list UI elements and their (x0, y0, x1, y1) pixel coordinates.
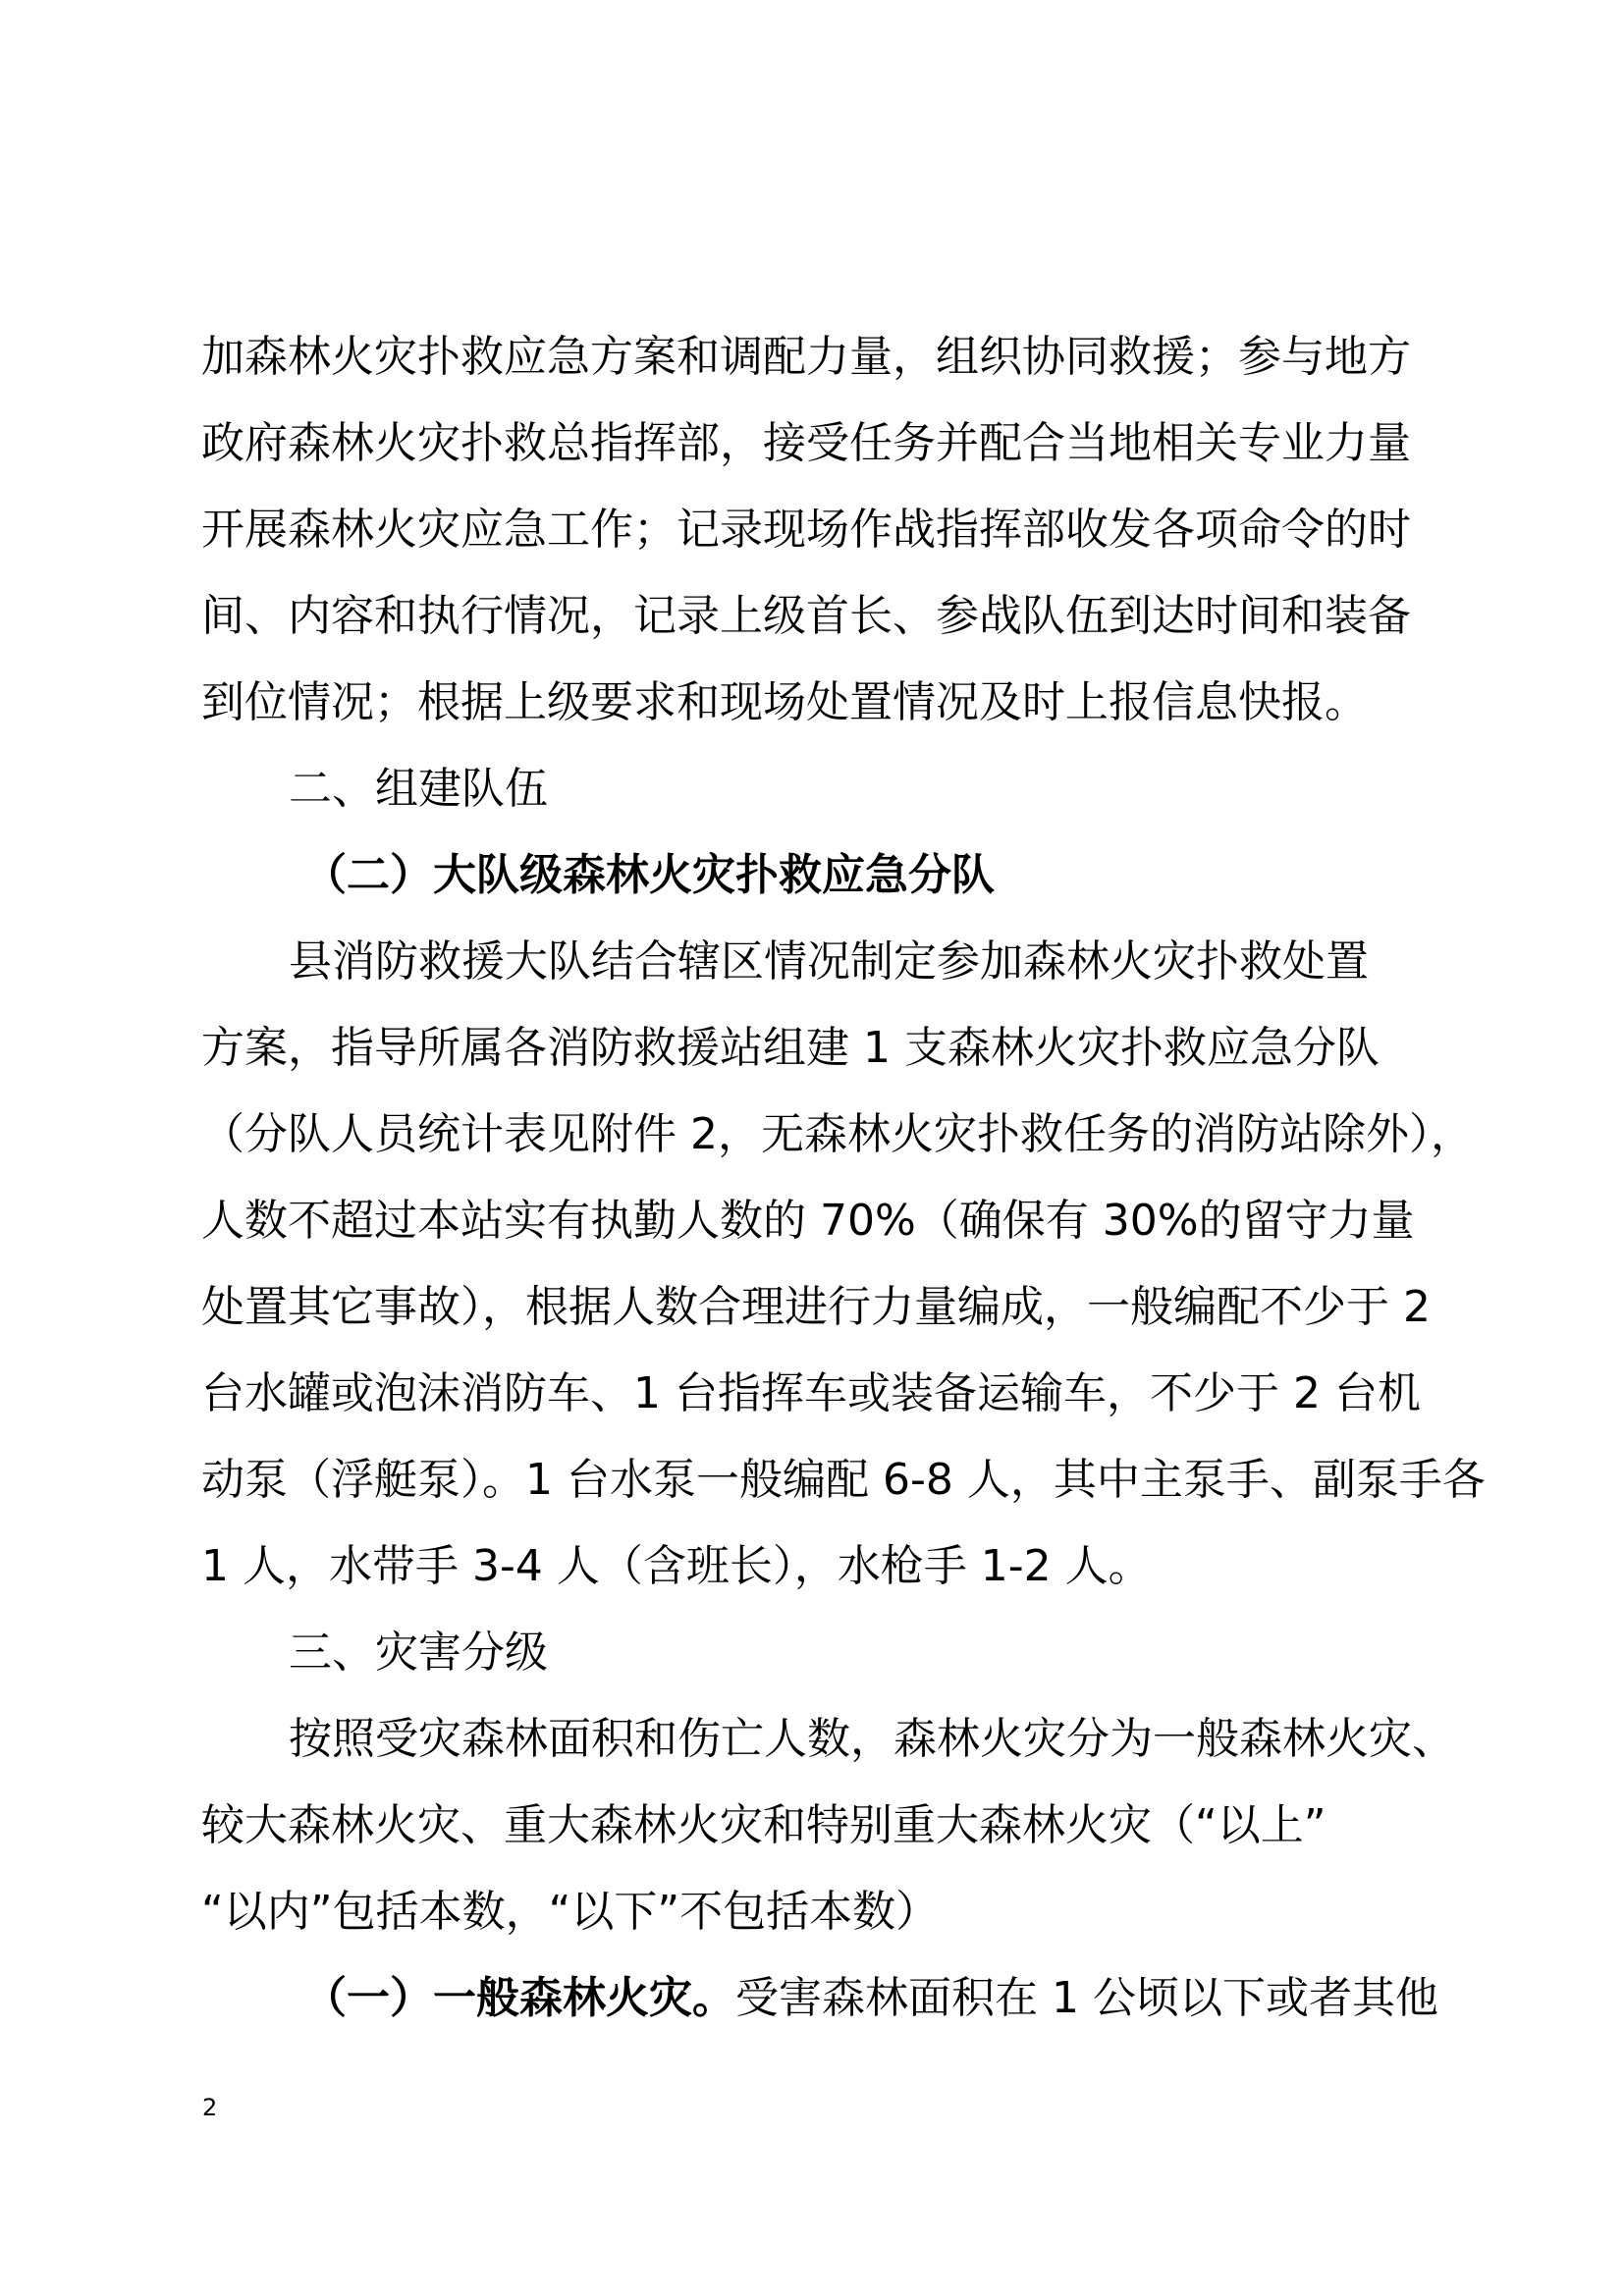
paragraph-line: 间、内容和执行情况，记录上级首长、参战队伍到达时间和装备 (201, 591, 1411, 641)
paragraph-line: 开展森林火灾应急工作；记录现场作战指挥部收发各项命令的时 (201, 505, 1411, 555)
paragraph-line-last (201, 1955, 1448, 2042)
paragraph-line: 人数不超过本站实有执勤人数的 70%（确保有 30%的留守力量 (201, 1196, 1415, 1246)
inline-text: 受害森林面积在 1 公顷以下或者其他 (735, 1973, 1438, 2023)
paragraph-line: （分队人员统计表见附件 2，无森林火灾扑救任务的消防站除外）， (201, 1109, 1474, 1159)
paragraph-line: 按照受灾森林面积和伤亡人数，森林火灾分为一般森林火灾、 (289, 1714, 1455, 1764)
inline-bold-heading: （一）一般森林火灾。 (303, 1973, 735, 2023)
paragraph-line: 政府森林火灾扑救总指挥部，接受任务并配合当地相关专业力量 (201, 418, 1411, 468)
paragraph-line: 县消防救援大队结合辖区情况制定参加森林火灾扑救处置 (289, 936, 1369, 987)
subsection-heading: （二）大队级森林火灾扑救应急分队 (303, 850, 995, 900)
paragraph-line: 到位情况；根据上级要求和现场处置情况及时上报信息快报。 (201, 677, 1368, 727)
document-body (201, 314, 1486, 2042)
paragraph-line: 加森林火灾扑救应急方案和调配力量，组织协同救援；参与地方 (201, 332, 1411, 382)
paragraph-line: 较大森林火灾、重大森林火灾和特别重大森林火灾（“以上” (201, 1800, 1326, 1850)
section-heading-2: 二、组建队伍 (289, 764, 548, 814)
paragraph-line: 方案，指导所属各消防救援站组建 1 支森林火灾扑救应急分队 (201, 1023, 1380, 1073)
paragraph-line: 1 人，水带手 3-4 人（含班长），水枪手 1-2 人。 (201, 1541, 1152, 1591)
paragraph-line: “以内”包括本数，“以下”不包括本数） (201, 1887, 940, 1937)
page-number: 2 (202, 2094, 218, 2121)
paragraph-line: 动泵（浮艇泵）。1 台水泵一般编配 6-8 人，其中主泵手、副泵手各 (201, 1455, 1486, 1505)
paragraph-line: 处置其它事故），根据人数合理进行力量编成，一般编配不少于 2 (201, 1282, 1431, 1332)
paragraph-line: 台水罐或泡沫消防车、1 台指挥车或装备运输车，不少于 2 台机 (201, 1368, 1421, 1418)
section-heading-3: 三、灾害分级 (289, 1628, 548, 1678)
